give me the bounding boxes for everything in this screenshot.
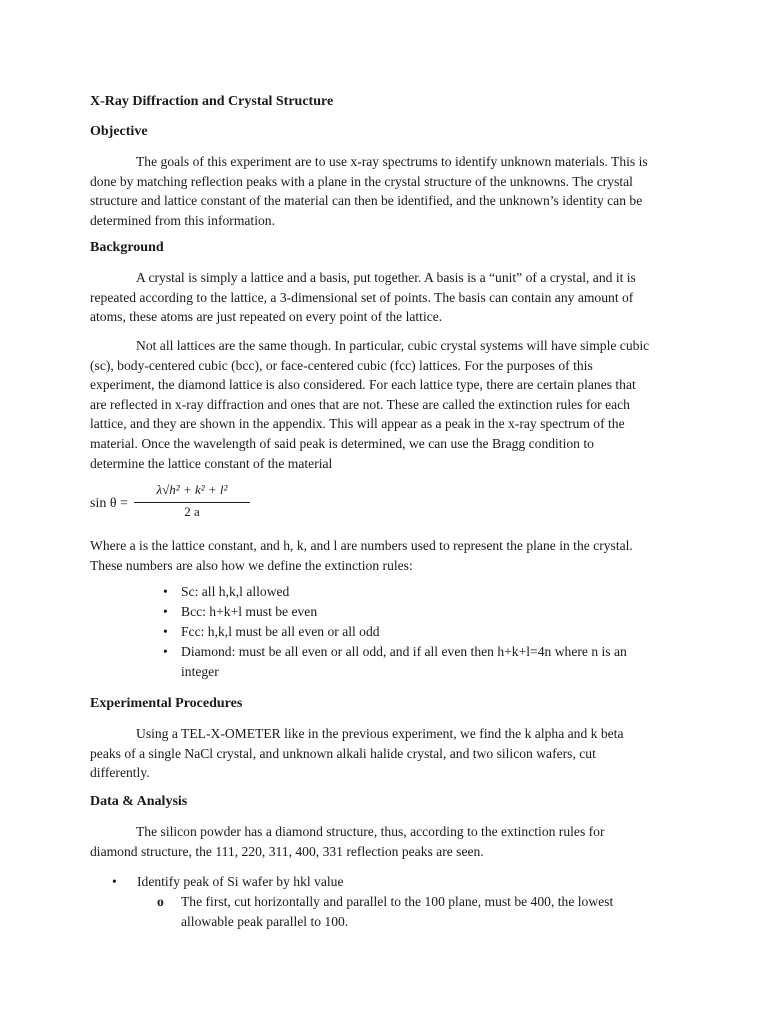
background-heading: Background [90,240,164,255]
formula-denominator: 2 a [184,504,200,519]
document-page: X-Ray Diffraction and Crystal Structure Objective The goals of this experiment are to use x-ray spectrums to identify unknown materials. This is done by matching reflection peaks with a plane in the crystal structure of the unknowns. The crystal structure and lattice constant of the material can then be identified, and the unknown’s identity can be determined from this information. Background A crystal is simply a lattice and a basis, put together. A basis is a “unit” of a crystal, and it is repeated according to the lattice, a 3-dimensional set of points. The basis can contain any amount of atoms, these atoms are just repeated on every point of the lattice. Not all lattices are the same though. In particular, cubic crystal systems will have simple cubic (sc), body-centered cubic (bcc), or face-centered cubic (fcc) lattices. For the purposes of this experiment, the diamond lattice is also considered. For each lattice type, there are certain planes that are reflected in x-ray diffraction and ones that are not. These are called the extinction rules for each lattice, and they are shown in the appendix. This will appear as a peak in the x-ray spectrum of the material. Once the wavelength of said peak is determined, we can use the Bragg condition to determine the lattice constant of the material sin θ = λ√h² + k² + l² 2 a Where a is the lattice constant, and h, k, and l are numbers used to represent the plane in the crystal. These numbers are also how we define the extinction rules: • Sc: all h,k,l allowed • Bcc: h+k+l must be even • Fcc: h,k,l must be all even or all odd • Diamond: must be all even or all odd, and if all even then h+k+l=4n where n is an integer Experimental Procedures Using a TEL-X-OMETER like in the previous experiment, we find the k alpha and k beta peaks of a single NaCl crystal, and unknown alkali halide crystal, and two silicon wafers, cut differently. Data & Analysis The silicon powder has a diamond structure, thus, according to the extinction rules for diamond structure, the 111, 220, 311, 400, 331 reflection peaks are seen. • Identify peak of Si wafer by hkl value o The first, cut horizontally and parallel to the 100 plane, must be 400, the lowest allowable peak parallel to 100. [0,0,768,1024]
after-formula-paragraph: Where a is the lattice constant, and h, k, and l are numbers used to represent the plane in the crystal. These numbers are also how we define the extinction rules: [90,538,633,573]
bullet-icon: • [163,644,168,659]
list-item: • Bcc: h+k+l must be even [163,602,663,622]
background-paragraph-2: Not all lattices are the same though. In particular, cubic crystal systems will have simple cubic (sc), body-centered cubic (bcc), or face-centered cubic (fcc) lattices. For the purposes of this experiment, the diamond lattice is also considered. For each lattice type, there are certain planes that are reflected in x-ray diffraction and ones that are not. These are called the extinction rules for each lattice, and they are shown in the appendix. This will appear as a peak in the x-ray spectrum of the material. Once the wavelength of said peak is determined, we can use the Bragg condition to determine the lattice constant of the material [90,338,650,471]
bullet-icon: • [163,604,168,619]
analysis-heading: Data & Analysis [90,794,188,809]
fraction-bar [134,502,250,503]
formula-lhs: sin θ = [90,496,128,511]
procedures-heading: Experimental Procedures [90,696,243,711]
list-item: • Fcc: h,k,l must be all even or all odd [163,622,663,642]
formula-numerator: λ√h² + k² + l² [156,482,228,497]
bragg-formula [90,482,290,526]
procedures-paragraph: Using a TEL-X-OMETER like in the previous experiment, we find the k alpha and k beta peaks of a single NaCl crystal, and unknown alkali halide crystal, and two silicon wafers, cut differently. [90,726,624,781]
document-title: X-Ray Diffraction and Crystal Structure [90,94,334,109]
extinction-rules-list [163,582,663,682]
objective-heading: Objective [90,124,148,139]
list-item: • Diamond: must be all even or all odd, and if all even then h+k+l=4n where n is an integer [163,644,627,679]
background-paragraph-1: A crystal is simply a lattice and a basis, put together. A basis is a “unit” of a crystal, and it is repeated according to the lattice, a 3-dimensional set of points. The basis can contain any amount of atoms, these atoms are just repeated on every point of the lattice. [90,270,636,325]
analysis-paragraph: The silicon powder has a diamond structure, thus, according to the extinction rules for diamond structure, the 111, 220, 311, 400, 331 reflection peaks are seen. [90,824,605,859]
bullet-icon: • [163,584,168,599]
bullet-icon: • [163,624,168,639]
sub-bullet-icon: o [157,894,164,909]
bullet-icon: • [112,874,117,889]
list-item: • Sc: all h,k,l allowed [163,582,663,602]
objective-paragraph: The goals of this experiment are to use x-ray spectrums to identify unknown materials. This is done by matching reflection peaks with a plane in the crystal structure of the unknowns. The crystal structure and lattice constant of the material can then be identified, and the unknown’s identity can be determined from this information. [90,154,648,228]
analysis-subbullet: o The first, cut horizontally and parallel to the 100 plane, must be 400, the lowest allowable peak parallel to 100. [157,894,614,929]
